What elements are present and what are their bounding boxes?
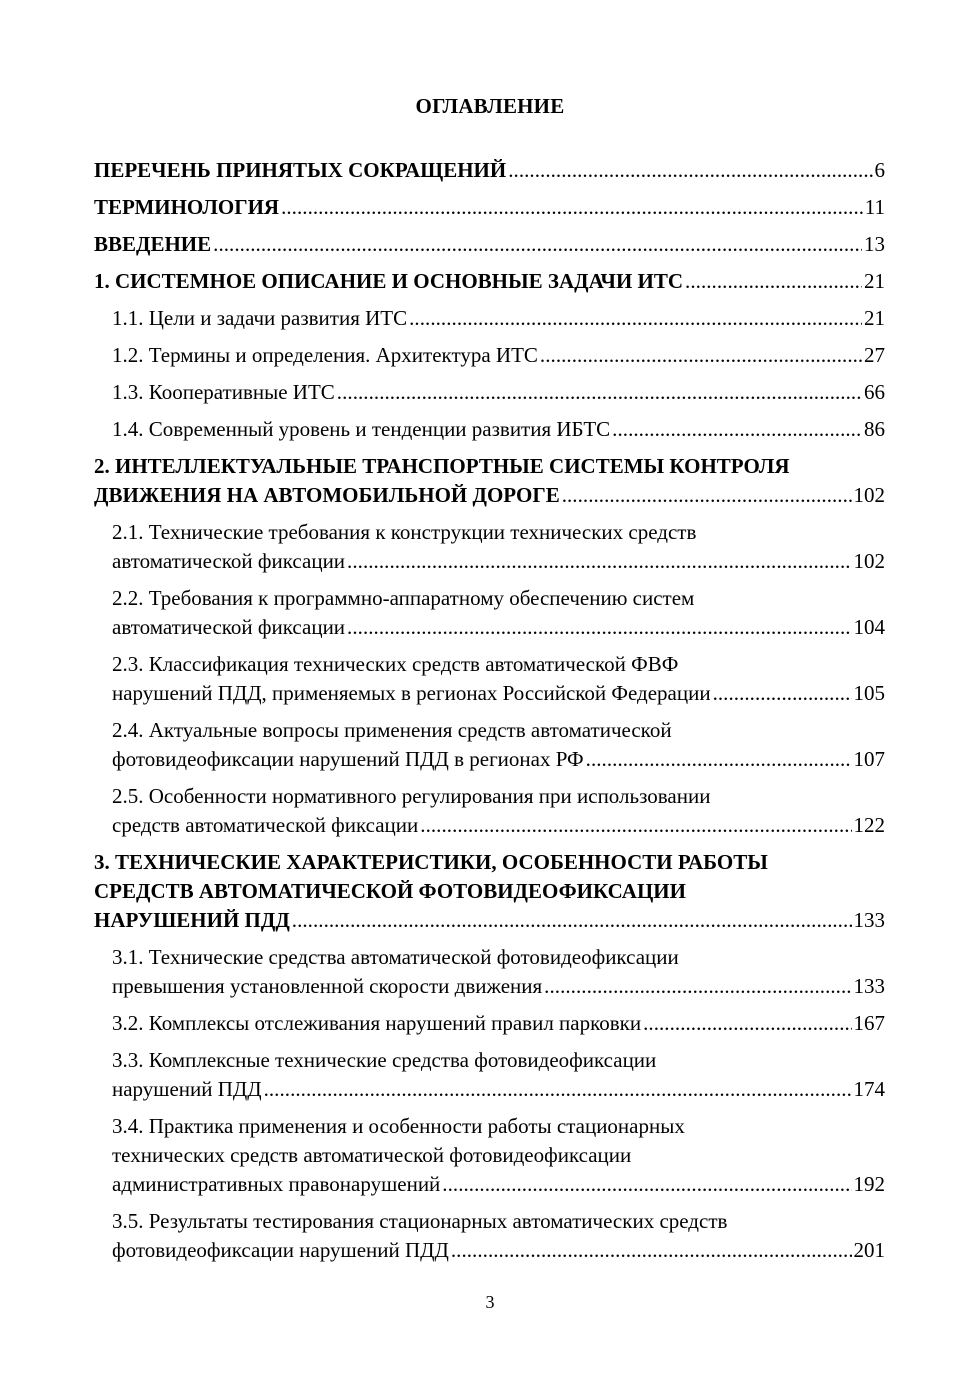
toc-page-number: 21 bbox=[864, 269, 885, 293]
dot-leader bbox=[562, 481, 852, 510]
toc-page-number: 21 bbox=[864, 306, 885, 330]
toc-section-entry[interactable] bbox=[112, 1046, 885, 1104]
toc-entry-text: административных правонарушений bbox=[112, 1172, 441, 1196]
toc-section-entry[interactable] bbox=[112, 415, 885, 444]
dot-leader bbox=[451, 1236, 852, 1265]
toc-entry-text: ТЕРМИНОЛОГИЯ bbox=[94, 195, 280, 219]
toc-entry-text: 1. СИСТЕМНОЕ ОПИСАНИЕ И ОСНОВНЫЕ ЗАДАЧИ ИТС bbox=[94, 269, 684, 293]
toc-entry-text: технических средств автоматической фотовидеофиксации bbox=[112, 1143, 632, 1167]
dot-leader bbox=[508, 156, 872, 185]
toc-entry-text: 1.4. Современный уровень и тенденции развития ИБТС bbox=[112, 417, 611, 441]
toc-entry-text: ВВЕДЕНИЕ bbox=[94, 232, 212, 256]
toc-page-number: 192 bbox=[853, 1172, 885, 1196]
toc-page-number: 167 bbox=[853, 1011, 885, 1035]
page-title: ОГЛАВЛЕНИЕ bbox=[415, 94, 565, 118]
dot-leader bbox=[347, 613, 851, 642]
dot-leader bbox=[643, 1009, 851, 1038]
toc-entry-text: НАРУШЕНИЙ ПДД bbox=[94, 908, 290, 932]
toc-chapter-entry[interactable] bbox=[94, 193, 885, 222]
toc-entry-text: автоматической фиксации bbox=[112, 549, 346, 573]
toc-entry-text: 1.1. Цели и задачи развития ИТС bbox=[112, 306, 408, 330]
toc-entry-text: 1.3. Кооперативные ИТС bbox=[112, 380, 335, 404]
toc-entry-text: автоматической фиксации bbox=[112, 615, 346, 639]
toc-page-number: 102 bbox=[853, 483, 885, 507]
toc-section-entry[interactable] bbox=[112, 782, 885, 840]
toc-entry-text: 1.2. Термины и определения. Архитектура ИТС bbox=[112, 343, 538, 367]
toc-entry-text: СРЕДСТВ АВТОМАТИЧЕСКОЙ ФОТОВИДЕОФИКСАЦИИ bbox=[94, 879, 686, 903]
toc-section-entry[interactable] bbox=[112, 1009, 885, 1038]
toc-section-entry[interactable] bbox=[112, 943, 885, 1001]
toc-page-number: 107 bbox=[853, 747, 885, 771]
toc-entry-text: 2.5. Особенности нормативного регулирования при использовании bbox=[112, 784, 711, 808]
dot-leader bbox=[713, 679, 852, 708]
dot-leader bbox=[612, 415, 862, 444]
toc-page-number: 105 bbox=[853, 681, 885, 705]
toc-entry-text: 2. ИНТЕЛЛЕКТУАЛЬНЫЕ ТРАНСПОРТНЫЕ СИСТЕМЫ КОНТРОЛЯ bbox=[94, 454, 790, 478]
dot-leader bbox=[292, 906, 852, 935]
toc-section-entry[interactable] bbox=[112, 650, 885, 708]
dot-leader bbox=[409, 304, 862, 333]
toc-page-number: 13 bbox=[864, 232, 885, 256]
toc-chapter-entry[interactable] bbox=[94, 230, 885, 259]
toc-page-number: 6 bbox=[874, 158, 885, 182]
table-of-contents bbox=[94, 156, 885, 1273]
toc-entry-text: ПЕРЕЧЕНЬ ПРИНЯТЫХ СОКРАЩЕНИЙ bbox=[94, 158, 507, 182]
toc-entry-text: фотовидеофиксации нарушений ПДД bbox=[112, 1238, 449, 1262]
toc-chapter-entry[interactable] bbox=[94, 156, 885, 185]
toc-entry-text: 3.3. Комплексные технические средства фотовидеофиксации bbox=[112, 1048, 657, 1072]
toc-page-number: 86 bbox=[864, 417, 885, 441]
toc-page-number: 66 bbox=[864, 380, 885, 404]
dot-leader bbox=[540, 341, 862, 370]
dot-leader bbox=[347, 547, 851, 576]
toc-entry-text: 2.2. Требования к программно-аппаратному обеспечению систем bbox=[112, 586, 695, 610]
dot-leader bbox=[544, 972, 851, 1001]
toc-chapter-entry[interactable] bbox=[94, 848, 885, 935]
toc-page-number: 133 bbox=[853, 908, 885, 932]
toc-entry-text: 3.4. Практика применения и особенности работы стационарных bbox=[112, 1114, 685, 1138]
toc-entry-text: 3. ТЕХНИЧЕСКИЕ ХАРАКТЕРИСТИКИ, ОСОБЕННОСТИ РАБОТЫ bbox=[94, 850, 768, 874]
toc-section-entry[interactable] bbox=[112, 716, 885, 774]
toc-entry-text: 3.2. Комплексы отслеживания нарушений правил парковки bbox=[112, 1011, 642, 1035]
page-number: 3 bbox=[485, 1292, 495, 1312]
toc-section-entry[interactable] bbox=[112, 584, 885, 642]
dot-leader bbox=[264, 1075, 852, 1104]
toc-entry-text: средств автоматической фиксации bbox=[112, 813, 419, 837]
toc-page-number: 104 bbox=[853, 615, 885, 639]
toc-chapter-entry[interactable] bbox=[94, 267, 885, 296]
toc-section-entry[interactable] bbox=[112, 378, 885, 407]
toc-entry-text: превышения установленной скорости движения bbox=[112, 974, 543, 998]
toc-section-entry[interactable] bbox=[112, 518, 885, 576]
toc-page-number: 27 bbox=[864, 343, 885, 367]
toc-entry-text: 3.1. Технические средства автоматической фотовидеофиксации bbox=[112, 945, 679, 969]
dot-leader bbox=[337, 378, 862, 407]
toc-page-number: 133 bbox=[853, 974, 885, 998]
toc-section-entry[interactable] bbox=[112, 1207, 885, 1265]
toc-section-entry[interactable] bbox=[112, 341, 885, 370]
toc-page-number: 174 bbox=[853, 1077, 885, 1101]
toc-page-number: 201 bbox=[853, 1238, 885, 1262]
dot-leader bbox=[281, 193, 863, 222]
toc-entry-text: нарушений ПДД bbox=[112, 1077, 262, 1101]
toc-section-entry[interactable] bbox=[112, 1112, 885, 1199]
toc-section-entry[interactable] bbox=[112, 304, 885, 333]
toc-entry-text: 2.3. Классификация технических средств автоматической ФВФ bbox=[112, 652, 679, 676]
toc-entry-text: фотовидеофиксации нарушений ПДД в регионах РФ bbox=[112, 747, 584, 771]
toc-page-number: 11 bbox=[864, 195, 885, 219]
dot-leader bbox=[586, 745, 852, 774]
toc-entry-text: нарушений ПДД, применяемых в регионах Российской Федерации bbox=[112, 681, 711, 705]
toc-entry-text: 2.1. Технические требования к конструкции технических средств bbox=[112, 520, 697, 544]
toc-entry-text: 3.5. Результаты тестирования стационарных автоматических средств bbox=[112, 1209, 728, 1233]
toc-page-number: 122 bbox=[853, 813, 885, 837]
dot-leader bbox=[442, 1170, 851, 1199]
toc-entry-text: 2.4. Актуальные вопросы применения средств автоматической bbox=[112, 718, 672, 742]
toc-entry-text: ДВИЖЕНИЯ НА АВТОМОБИЛЬНОЙ ДОРОГЕ bbox=[94, 483, 560, 507]
dot-leader bbox=[420, 811, 851, 840]
toc-page-number: 102 bbox=[853, 549, 885, 573]
dot-leader bbox=[685, 267, 862, 296]
dot-leader bbox=[213, 230, 862, 259]
toc-chapter-entry[interactable] bbox=[94, 452, 885, 510]
